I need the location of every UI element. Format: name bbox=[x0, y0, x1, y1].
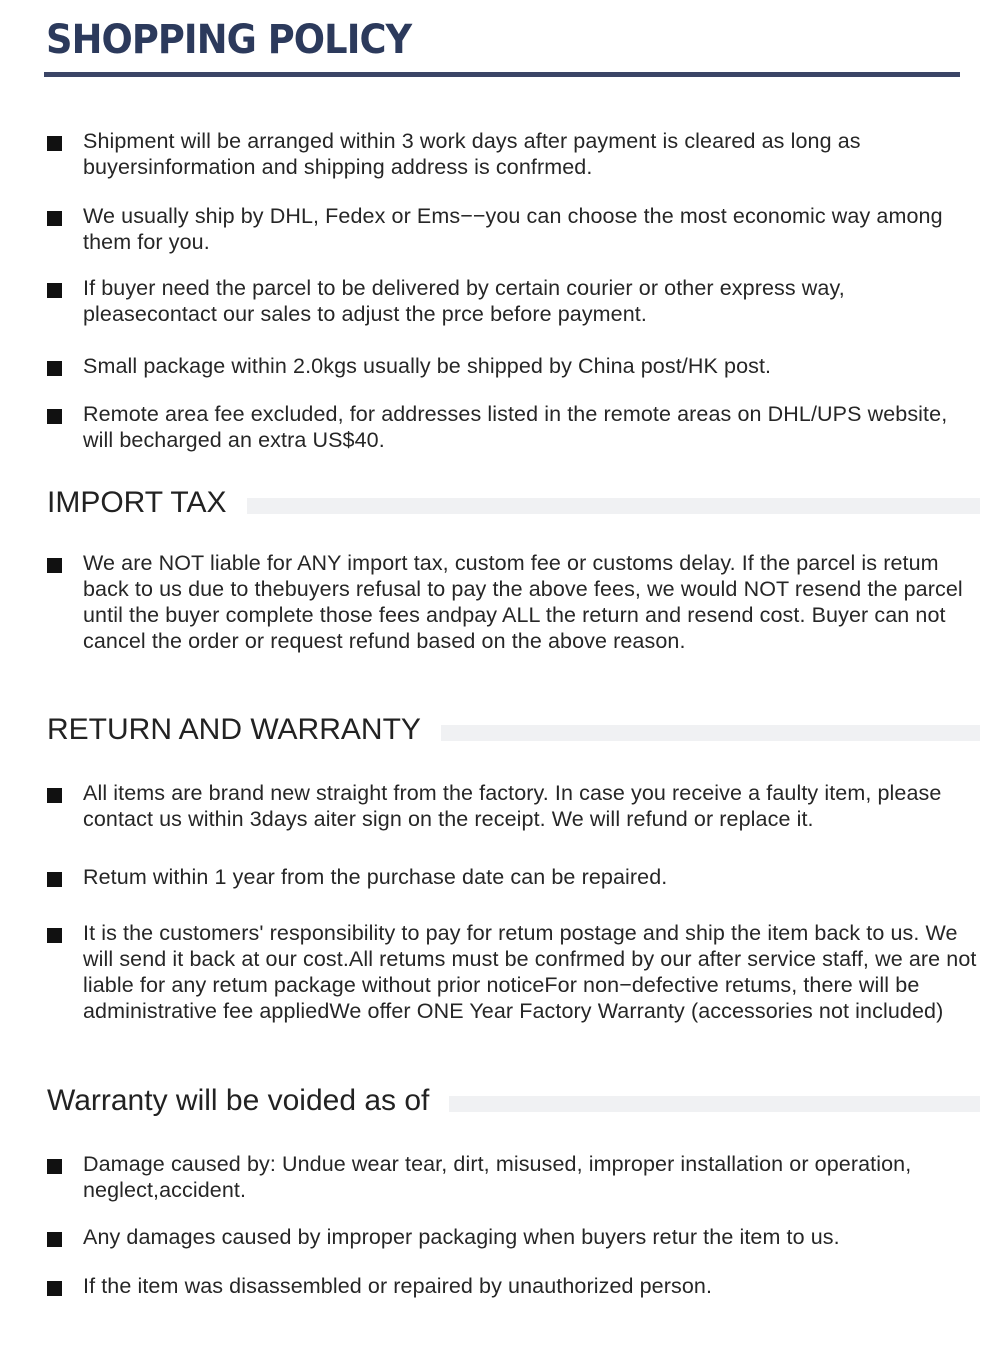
section-heading: IMPORT TAX bbox=[47, 486, 227, 519]
square-bullet-icon bbox=[47, 1281, 62, 1296]
square-bullet-icon bbox=[47, 211, 62, 226]
list-item bbox=[47, 1224, 977, 1250]
list-item-text: Any damages caused by improper packaging when buyers retur the item to us. bbox=[83, 1225, 840, 1249]
warranty-voided-section-header bbox=[47, 1081, 980, 1121]
list-item-text: If the item was disassembled or repaired by unauthorized person. bbox=[83, 1274, 713, 1298]
section-heading-bar bbox=[441, 725, 980, 741]
list-item-text: Retum within 1 year from the purchase date can be repaired. bbox=[83, 865, 668, 889]
list-item bbox=[47, 920, 977, 1024]
list-item-text: Shipment will be arranged within 3 work days after payment is cleared as long as buyersinformation and shipping address is confrmed. bbox=[83, 129, 861, 179]
list-item bbox=[47, 1151, 977, 1203]
list-item bbox=[47, 203, 977, 255]
square-bullet-icon bbox=[47, 283, 62, 298]
square-bullet-icon bbox=[47, 136, 62, 151]
square-bullet-icon bbox=[47, 1159, 62, 1174]
import-tax-section-header bbox=[47, 483, 980, 523]
list-item-text: We usually ship by DHL, Fedex or Ems−−you can choose the most economic way among them for you. bbox=[83, 204, 943, 254]
square-bullet-icon bbox=[47, 409, 62, 424]
title-divider bbox=[44, 72, 960, 77]
list-item-text: Remote area fee excluded, for addresses listed in the remote areas on DHL/UPS website, will becharged an extra US$40. bbox=[83, 402, 948, 452]
section-heading-bar bbox=[449, 1096, 980, 1112]
list-item bbox=[47, 275, 977, 327]
section-heading-bar bbox=[247, 498, 981, 514]
return-warranty-section-header bbox=[47, 710, 980, 750]
section-heading: RETURN AND WARRANTY bbox=[47, 713, 421, 746]
list-item bbox=[47, 864, 977, 890]
list-item bbox=[47, 401, 977, 453]
square-bullet-icon bbox=[47, 928, 62, 943]
list-item bbox=[47, 1273, 977, 1299]
list-item bbox=[47, 550, 977, 654]
square-bullet-icon bbox=[47, 788, 62, 803]
square-bullet-icon bbox=[47, 872, 62, 887]
list-item-text: Small package within 2.0kgs usually be shipped by China post/HK post. bbox=[83, 354, 772, 378]
square-bullet-icon bbox=[47, 1232, 62, 1247]
list-item-text: If buyer need the parcel to be delivered by certain courier or other express way, pleasecontact our sales to adjust the prce before payment. bbox=[83, 276, 845, 326]
list-item bbox=[47, 128, 977, 180]
list-item-text: We are NOT liable for ANY import tax, custom fee or customs delay. If the parcel is retum back to us due to thebuyers refusal to pay the above fees, we would NOT resend the parcel until the buyer complete those fees andpay ALL the return and resend cost. Buyer can not cancel the order or request refund based on the above reason. bbox=[83, 551, 963, 653]
square-bullet-icon bbox=[47, 361, 62, 376]
list-item bbox=[47, 780, 977, 832]
list-item bbox=[47, 353, 977, 379]
section-heading: Warranty will be voided as of bbox=[47, 1084, 430, 1117]
square-bullet-icon bbox=[47, 558, 62, 573]
list-item-text: It is the customers' responsibility to pay for retum postage and ship the item back to us. We will send it back at our cost.All retums must be confrmed by our after service staff, we are not liable for any retum package without prior noticeFor non−defective retums, there will be administrative fee appliedWe offer ONE Year Factory Warranty (accessories not included) bbox=[83, 921, 977, 1023]
page-title: SHOPPING POLICY bbox=[46, 17, 412, 63]
list-item-text: Damage caused by: Undue wear tear, dirt, misused, improper installation or operation, neglect,accident. bbox=[83, 1152, 912, 1202]
list-item-text: All items are brand new straight from the factory. In case you receive a faulty item, please contact us within 3days aiter sign on the receipt. We will refund or replace it. bbox=[83, 781, 942, 831]
